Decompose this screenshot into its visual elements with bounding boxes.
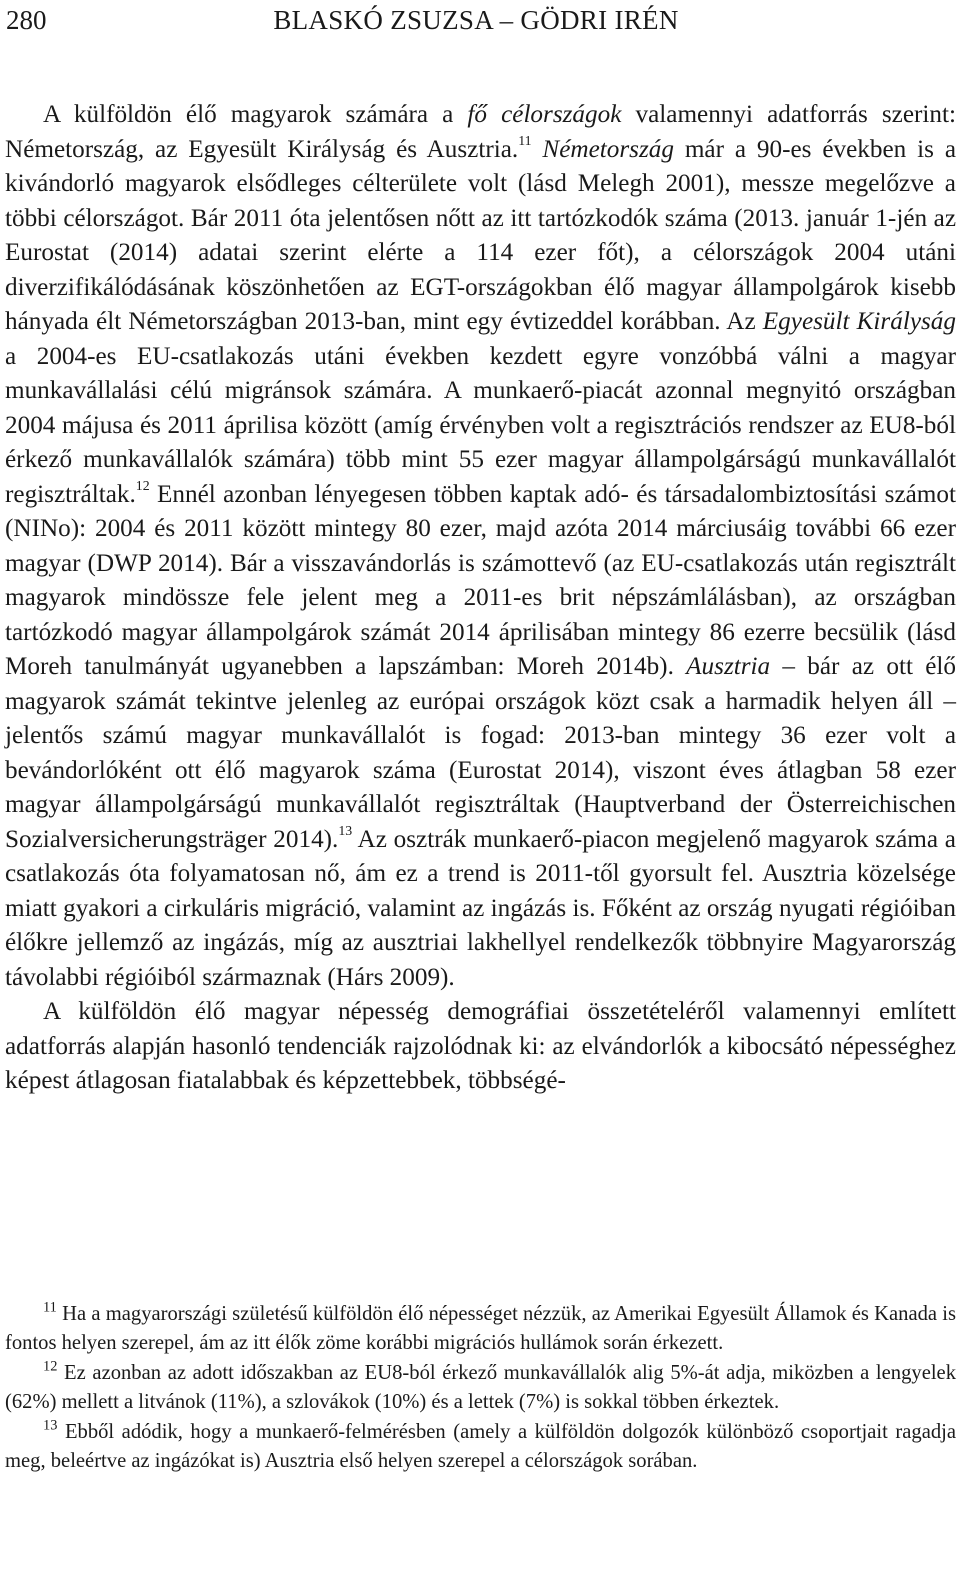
footnote-number: 13 [43,1417,58,1434]
italic-emphasis: Németország [542,135,674,163]
body-paragraph [5,98,956,995]
body-text [5,98,956,1099]
footnote-text: Ha a magyarországi születésű külföldön élő népességet nézzük, az Amerikai Egyesült Államok és Kanada is fontos helyen szerepel, ám az itt élők zöme korábbi migrációs hullámok során érkezett. [5,1303,956,1354]
footnote-reference: 11 [518,132,532,148]
footnote-reference: 13 [338,822,353,838]
text-run: már a 90-es években is a kivándorló magyarok elsődleges célterülete volt (lásd Melegh 2001), messze megelőzve a többi célországot. Bár 2011 óta jelentősen nőtt az itt tartózkodók száma (2013. január 1-jén az Eurostat (2014) adatai szerint elérte a 114 ezer főt), a célországok 2004 utáni diverzifikálódásának köszönhetően az EGT-országokban élő magyar állampolgárok kisebb hányada élt Németországban 2013-ban, mint egy évtizeddel korábban. Az [5,135,956,335]
running-head: BLASKÓ ZSUZSA – GÖDRI IRÉN [273,5,679,35]
italic-emphasis: Ausztria [686,653,771,680]
footnote [5,1418,956,1475]
footnote-number: 11 [43,1299,57,1316]
text-run: A külföldön élő magyarok számára a [43,101,468,128]
footnote-text: Ebből adódik, hogy a munkaerő-felmérésben (amely a külföldön dolgozók különböző csoportjait ragadja meg, beleértve az ingázókat is) Ausztria első helyen szerepel a célországok sorában. [5,1421,956,1472]
footnote [5,1300,956,1357]
footnotes-section [5,1300,956,1477]
page-header [6,0,946,40]
text-run: Ennél azonban lényegesen többen kaptak adó- és társadalombiztosítási számot (NINo): 2004 és 2011 között mintegy 80 ezer, majd azóta 2014 márciusáig további 66 ezer magyar (DWP 2014). Bár a visszavándorlás is számottevő (az EU-csatlakozás után regisztrált magyarok mindössze fele jelent meg a 2011-es brit népszámlálásban), az országban tartózkodó magyar állampolgárok számát 2014 áprilisában mintegy 86 ezerre becsülik (lásd Moreh tanulmányát ugyanebben a lapszámban: Moreh 2014b). [5,480,956,680]
text-run: – bár az ott élő magyarok számát tekintve jelenleg az európai országok közt csak a harmadik helyen áll – jelentős számú magyar munkavállalót is fogad: 2013-ban mintegy 36 ezer volt a bevándorlóként ott élő magyarok száma (Eurostat 2014), viszont éves átlagban 58 ezer magyar állampolgárságú munkavállalót regisztráltak (Hauptverband der Österreichischen Sozialversicherungsträger 2014). [5,653,956,853]
footnote [5,1359,956,1416]
body-paragraph [5,995,956,1099]
text-run: a 2004-es EU-csatlakozás utáni években kezdett egyre vonzóbbá válni a magyar munkavállalási célú migránsok számára. A munkaerő-piacát azonnal megnyitó országban 2004 májusa és 2011 áprilisa között (amíg érvényben volt a regisztrációs rendszer az EU8-ból érkező munkavállalók számára) több mint 55 ezer magyar állampolgárságú munkavállalót regisztráltak. [5,342,956,508]
italic-emphasis: fő célországok [467,101,622,128]
text-run: Az osztrák munkaerő-piacon megjelenő magyarok száma a csatlakozás óta folyamatosan nő, ám ez a trend is 2011-től gyorsult fel. Ausztria közelsége miatt gyakori a cirkuláris migráció, valamint az ingázás is. Főként az ország nyugati régióiban élőkre jellemző az ingázás, míg az ausztriai lakhellyel rendelkezők többnyire Magyarország távolabbi régióiból származnak (Hárs 2009). [5,825,956,991]
text-run [532,136,543,163]
page-number: 280 [6,5,47,35]
footnote-reference: 12 [135,477,150,493]
footnote-text: Ez azonban az adott időszakban az EU8-ból érkező munkavállalók alig 5%-át adja, miközben a lengyelek (62%) mellett a litvánok (11%), a szlovákok (10%) és a lettek (7%) is sokkal többen érkeztek. [5,1362,956,1413]
italic-emphasis: Egyesült Királyság [762,308,956,335]
footnote-number: 12 [43,1358,58,1375]
text-run: A külföldön élő magyar népesség demográfiai összetételéről valamennyi említett adatforrás alapján hasonló tendenciák rajzolódnak ki: az elvándorlók a kibocsátó népességhez képest átlagosan fiatalabbak és képzettebbek, többségé- [5,998,956,1094]
text-run: valamennyi adatforrás szerint: Németország, az Egyesült Királyság és Ausztria. [5,101,956,163]
